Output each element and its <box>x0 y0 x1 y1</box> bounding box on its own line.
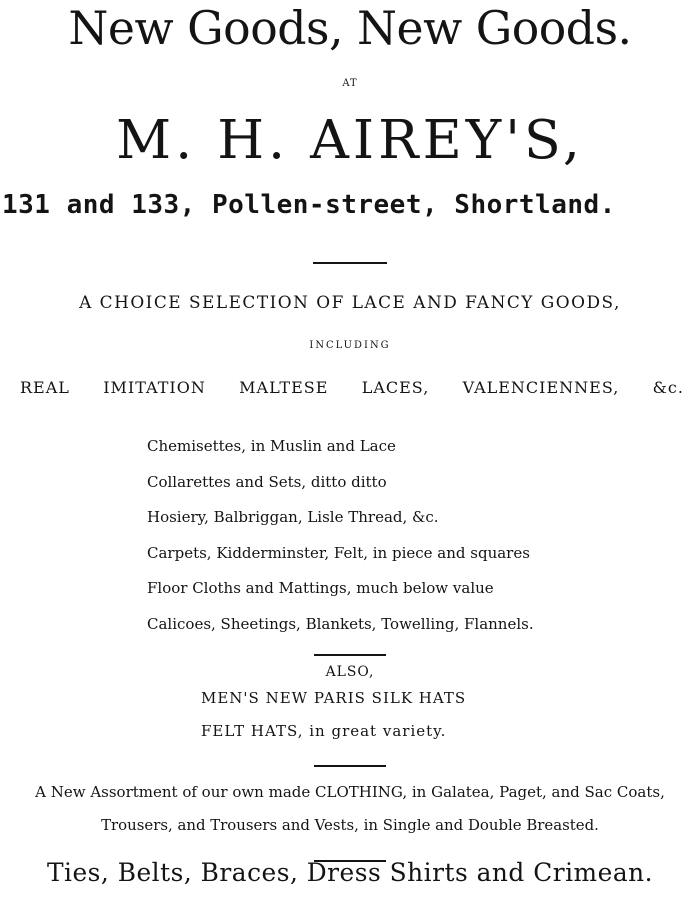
also-label: ALSO, <box>325 664 375 680</box>
clothing-assortment-line: Trousers, and Trousers and Vests, in Single and Double Breasted. <box>101 816 599 834</box>
goods-list-item: Hosiery, Balbriggan, Lisle Thread, &c. <box>147 508 439 526</box>
divider-rule <box>314 765 386 767</box>
goods-list-item: Floor Cloths and Mattings, much below value <box>147 579 494 597</box>
lace-type: IMITATION <box>103 378 206 397</box>
lace-selection-heading: A CHOICE SELECTION OF LACE AND FANCY GOODS, <box>79 292 621 312</box>
divider-rule <box>314 654 386 656</box>
goods-list-item: Carpets, Kidderminster, Felt, in piece and squares <box>147 543 530 562</box>
store-address: 131 and 133, Pollen-street, Shortland. <box>2 190 616 220</box>
including-label: INCLUDING <box>309 340 391 351</box>
lace-type: &c. <box>652 378 684 397</box>
closing-line: Ties, Belts, Braces, Dress Shirts and Crimean. <box>46 858 654 887</box>
goods-list-item: Calicoes, Sheetings, Blankets, Towelling, Flannels. <box>147 614 534 633</box>
lace-type: REAL <box>20 378 70 397</box>
goods-list-item: Collarettes and Sets, ditto ditto <box>147 472 387 491</box>
store-name: M. H. AIREY'S, <box>116 108 584 171</box>
at-label: AT <box>342 78 358 89</box>
advert-headline: New Goods, New Goods. <box>68 2 632 55</box>
goods-list-item: Chemisettes, in Muslin and Lace <box>147 437 396 455</box>
divider-rule <box>313 262 387 264</box>
hats-line: FELT HATS, in great variety. <box>201 722 447 740</box>
lace-types-row <box>20 378 684 397</box>
lace-type: VALENCIENNES, <box>462 378 620 397</box>
lace-type: LACES, <box>361 378 430 397</box>
lace-type: MALTESE <box>239 378 329 397</box>
hats-line: MEN'S NEW PARIS SILK HATS <box>201 689 467 707</box>
goods-list <box>147 434 534 647</box>
clothing-assortment-line: A New Assortment of our own made CLOTHING, in Galatea, Paget, and Sac Coats, <box>35 783 665 801</box>
